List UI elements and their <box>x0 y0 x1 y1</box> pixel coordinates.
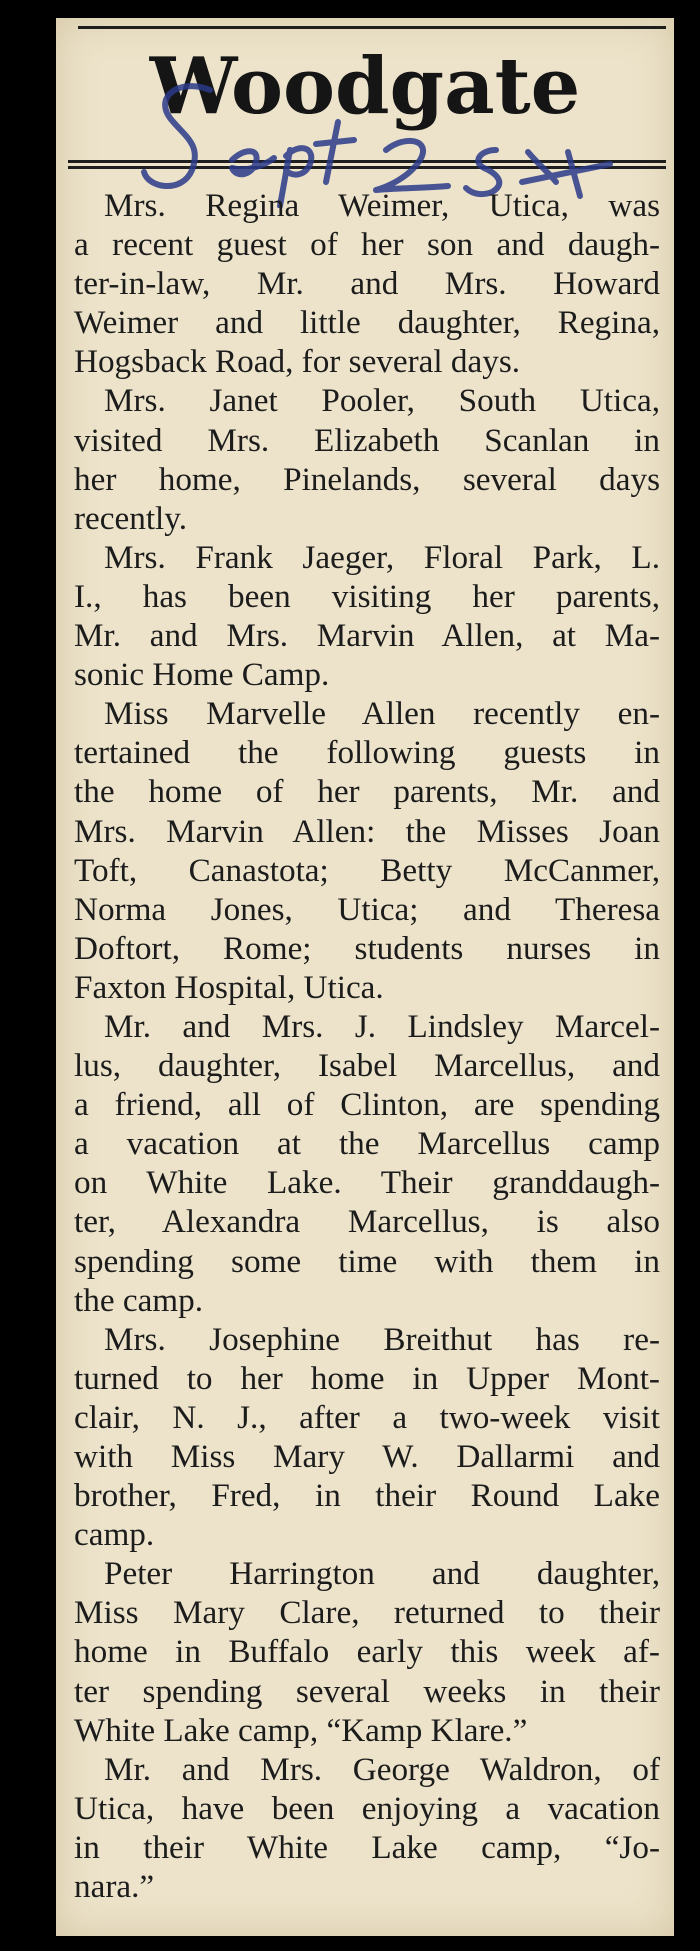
top-rule <box>78 26 666 29</box>
text-line: tertained the following guests in <box>74 734 660 772</box>
article-paragraph <box>74 1007 660 1320</box>
text-line: in their White Lake camp, “Jo- <box>74 1828 660 1866</box>
text-line: Toft, Canastota; Betty McCanmer, <box>74 851 660 889</box>
text-line: Mrs. Josephine Breithut has re- <box>104 1320 660 1358</box>
text-line: Norma Jones, Utica; and Theresa <box>74 890 660 928</box>
text-line: Faxton Hospital, Utica. <box>74 968 384 1006</box>
text-line: her home, Pinelands, several days <box>74 460 660 498</box>
text-line: a vacation at the Marcellus camp <box>74 1125 660 1163</box>
article-paragraph <box>74 381 660 537</box>
text-line: camp. <box>74 1516 155 1554</box>
text-line: with Miss Mary W. Dallarmi and <box>74 1438 660 1475</box>
text-line: turned to her home in Upper Mont- <box>74 1359 660 1397</box>
article-paragraph <box>74 1320 660 1555</box>
text-line: Hogsback Road, for several days. <box>74 343 521 381</box>
text-line: Mrs. Frank Jaeger, Floral Park, L. <box>104 538 660 576</box>
text-line: nara.” <box>74 1868 155 1906</box>
text-line: lus, daughter, Isabel Marcellus, and <box>74 1047 660 1085</box>
text-line: brother, Fred, in their Round Lake <box>74 1477 660 1515</box>
text-line: ter, Alexandra Marcellus, is also <box>74 1203 660 1241</box>
text-line: spending some time with them in <box>74 1242 660 1280</box>
text-line: Mrs. Janet Pooler, South Utica, <box>104 382 660 420</box>
text-line: Mr. and Mrs. J. Lindsley Marcel- <box>104 1007 660 1045</box>
text-line: Miss Marvelle Allen recently en- <box>104 695 660 733</box>
text-line: Utica, have been enjoying a vacation <box>74 1789 660 1827</box>
text-line: a recent guest of her son and daugh- <box>74 226 660 264</box>
text-line: Mr. and Mrs. Marvin Allen, at Ma- <box>74 617 660 655</box>
text-line: recently. <box>74 499 188 537</box>
text-line: the home of her parents, Mr. and <box>74 773 660 811</box>
text-line: a friend, all of Clinton, are spending <box>74 1086 660 1124</box>
text-line: Peter Harrington and daughter, <box>104 1555 660 1593</box>
article-paragraph <box>74 1554 660 1749</box>
text-line: Weimer and little daughter, Regina, <box>74 304 660 342</box>
text-line: White Lake camp, “Kamp Klare.” <box>74 1711 528 1749</box>
masthead-title: Woodgate <box>149 41 581 132</box>
text-line: clair, N. J., after a two-week visit <box>74 1398 660 1436</box>
text-line: Mrs. Marvin Allen: the Misses Joan <box>74 812 660 850</box>
text-line: on White Lake. Their granddaugh- <box>74 1164 660 1202</box>
text-line: ter spending several weeks in their <box>74 1672 660 1710</box>
text-line: the camp. <box>74 1281 204 1319</box>
text-line: Mr. and Mrs. George Waldron, of <box>104 1750 660 1788</box>
text-line: visited Mrs. Elizabeth Scanlan in <box>74 421 660 459</box>
article-paragraph <box>74 538 660 694</box>
text-line: I., has been visiting her parents, <box>74 577 660 615</box>
text-line: home in Buffalo early this week af- <box>74 1633 660 1671</box>
article-paragraph <box>74 1750 660 1906</box>
text-line: Mrs. Regina Weimer, Utica, was <box>104 187 660 224</box>
text-line: ter-in-law, Mr. and Mrs. Howard <box>74 265 660 303</box>
article-paragraph <box>74 186 660 381</box>
article-paragraph <box>74 694 660 1007</box>
article-body <box>74 186 660 1906</box>
newspaper-clipping <box>56 18 674 1936</box>
text-line: sonic Home Camp. <box>74 656 330 694</box>
text-line: Doftort, Rome; students nurses in <box>74 929 660 967</box>
text-line: Miss Mary Clare, returned to their <box>74 1594 660 1632</box>
